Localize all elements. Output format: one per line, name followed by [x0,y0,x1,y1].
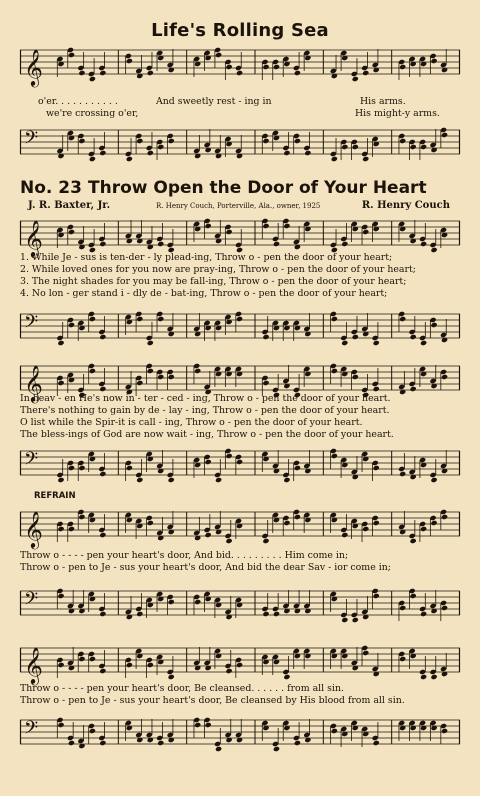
note-head [399,64,406,70]
note-head [57,526,64,532]
note-head [168,674,175,680]
note-head [99,70,106,76]
note-head [136,138,143,144]
treble-clef-icon: 𝄞 [24,646,43,684]
note-head [57,340,64,346]
note-head [68,526,75,532]
note-head [57,380,64,386]
note-head [57,722,64,728]
note-head [331,156,338,162]
note-head [399,656,406,662]
note-head [89,316,96,322]
note-head [225,64,232,70]
note-head [441,374,448,380]
note-head [99,386,106,392]
note-head [373,340,380,346]
bass-clef-icon: 𝄢 [24,589,39,614]
note-head [331,453,338,459]
note-head [205,722,212,728]
note-head [273,241,280,247]
note-head [205,532,212,538]
note-head [410,386,417,392]
note-head [168,138,175,144]
note-head [262,611,269,617]
note-head [126,58,133,64]
verse-1a: 1. While Je - sus is ten-der - ly plead-ing, Throw o - pen the door of your heart; [20,252,393,263]
credits-line [20,200,460,214]
note-head [215,746,222,752]
note-head [194,368,201,374]
note-head [157,241,164,247]
verse-4a: 4. No lon - ger stand i - dly de - bat-ing, Throw o - pen the door of your heart; [20,288,388,299]
note-head [205,223,212,229]
note-head [373,465,380,471]
note-head [57,593,64,599]
note-head [420,526,427,532]
note-head [399,471,406,477]
note-head [331,316,338,322]
note-head [99,740,106,746]
note-head [294,465,301,471]
note-head [78,656,85,662]
note-head [68,322,75,328]
note-head [273,611,280,617]
note-head [168,477,175,483]
note-head [99,532,106,538]
note-head [362,650,369,656]
note-head [273,746,280,752]
note-head [99,611,106,617]
note-head [126,465,133,471]
note-head [68,740,75,746]
note-head [262,538,269,544]
note-head [136,316,143,322]
note-head [157,374,164,380]
note-head [341,532,348,538]
note-head [410,538,417,544]
refrain-b-line2: Throw o - pen to Je - sus your heart's door, Be cleansed by His blood from all sin. [20,695,405,706]
note-head [136,380,143,386]
note-head [68,465,75,471]
upper-hymn-title: Life's Rolling Sea [151,20,329,41]
note-head [294,138,301,144]
verses-part-a [20,252,460,300]
note-head [441,514,448,520]
note-head [304,150,311,156]
note-head [420,340,427,346]
note-head [341,144,348,150]
hymn-number: No. 23 [20,178,82,198]
treble-clef-icon: 𝄞 [24,48,43,86]
note-head [420,241,427,247]
note-head [57,477,64,483]
note-head [236,459,243,465]
treble-clef-icon: 𝄞 [24,510,43,548]
note-head [99,668,106,674]
note-head [205,459,212,465]
note-head [352,76,359,82]
note-head [99,334,106,340]
note-head [168,599,175,605]
note-head [283,223,290,229]
refrain-a-line2: Throw o - pen to Je - sus your heart's door, And bid the dear Sav - ior come in; [20,562,391,573]
note-head [147,520,154,526]
system4-treble-staff [20,642,460,682]
verse-2b: There's nothing to gain by de - lay - ing, Throw o - pen the door of your heart. [20,405,390,416]
note-head [441,728,448,734]
note-head [430,674,437,680]
note-head [126,662,133,668]
upper-lyric-2b: His might-y arms. [355,108,440,119]
note-head [399,138,406,144]
refrain-part-b [20,683,460,707]
verses-part-b [20,393,460,441]
note-head [157,316,164,322]
hymn-title: Throw Open the Door of Your Heart [88,178,427,198]
refrain-part-a [20,550,460,574]
note-head [430,520,437,526]
verse-3a: 3. The night shades for you may be fall-ing, Throw o - pen the door of your heart; [20,276,407,287]
note-head [215,52,222,58]
bass-clef-icon: 𝄢 [24,718,39,743]
note-head [168,374,175,380]
system4-bass-staff [20,714,460,754]
note-head [362,229,369,235]
treble-clef-icon: 𝄞 [24,219,43,257]
note-head [147,150,154,156]
note-head [68,52,75,58]
verse-2a: 2. While loved ones for you now are pray-ing, Throw o - pen the door of your heart; [20,264,416,275]
note-head [341,241,348,247]
note-head [273,64,280,70]
note-head [225,453,232,459]
note-head [262,64,269,70]
note-head [420,611,427,617]
refrain-b-line1: Throw o - - - - pen your heart's door, Be cleansed. . . . . . from all sin. [20,683,344,694]
upper-lyric-1b: And sweetly rest - ing in [156,96,272,107]
note-head [410,593,417,599]
note-head [262,380,269,386]
note-head [294,70,301,76]
note-head [157,740,164,746]
note-head [352,374,359,380]
note-head [399,605,406,611]
system3-bass-staff [20,585,460,625]
note-head [215,477,222,483]
note-head [89,368,96,374]
note-head [441,605,448,611]
note-head [89,76,96,82]
hymn-heading [20,178,460,198]
note-head [410,334,417,340]
note-head [147,70,154,76]
note-head [157,144,164,150]
note-head [262,138,269,144]
note-head [373,386,380,392]
note-head [399,316,406,322]
note-head [89,728,96,734]
note-head [136,611,143,617]
upper-lyric-2a: we're crossing o'er, [46,108,139,119]
copyright-note: R. Henry Couch, Porterville, Ala., owner, 1925 [156,202,321,210]
note-head [194,599,201,605]
note-head [78,514,85,520]
treble-clef-icon: 𝄞 [24,364,43,402]
note-head [126,156,133,162]
note-head [294,740,301,746]
bass-clef-icon: 𝄢 [24,449,39,474]
note-head [362,156,369,162]
upper-bass-staff [20,124,460,164]
note-head [420,144,427,150]
note-head [89,656,96,662]
note-head [441,132,448,138]
note-head [430,477,437,483]
note-head [225,229,232,235]
note-head [99,150,106,156]
note-head [262,223,269,229]
upper-treble-staff [20,44,460,84]
note-head [147,340,154,346]
note-head [341,617,348,623]
note-head [236,316,243,322]
note-head [262,334,269,340]
note-head [331,728,338,734]
note-head [430,58,437,64]
verse-3b: O list while the Spir-it is call - ing, Throw o - pen the door of your heart. [20,417,363,428]
note-head [236,662,243,668]
note-head [420,674,427,680]
note-head [362,526,369,532]
note-head [352,617,359,623]
note-head [99,471,106,477]
note-head [78,138,85,144]
note-head [78,465,85,471]
note-head [194,722,201,728]
note-head [341,340,348,346]
note-head [99,241,106,247]
note-head [373,520,380,526]
refrain-label: REFRAIN [34,491,76,501]
note-head [373,593,380,599]
note-head [362,70,369,76]
note-head [68,229,75,235]
note-head [236,70,243,76]
note-head [283,477,290,483]
note-head [352,334,359,340]
note-head [373,740,380,746]
note-head [147,662,154,668]
note-head [147,368,154,374]
note-head [294,514,301,520]
verse-1b: In heav - en He's now in - ter - ced - ing, Throw o - pen the door of your heart. [20,393,391,404]
composer: R. Henry Couch [361,200,450,211]
note-head [225,538,232,544]
system1-treble-staff [20,215,460,255]
note-head [283,150,290,156]
note-head [78,70,85,76]
system1-bass-staff [20,308,460,348]
system3-treble-staff [20,506,460,546]
note-head [283,520,290,526]
note-head [57,662,64,668]
bass-clef-icon: 𝄢 [24,128,39,153]
note-head [352,144,359,150]
lyricist: J. R. Baxter, Jr. [28,200,111,211]
system2-bass-staff [20,445,460,485]
note-head [136,477,143,483]
verse-4b: The bless-ings of God are now wait - ing, Throw o - pen the door of your heart. [20,429,394,440]
upper-lyric-1c: His arms. [360,96,406,107]
bass-clef-icon: 𝄢 [24,312,39,337]
note-head [331,368,338,374]
note-head [430,322,437,328]
note-head [410,144,417,150]
note-head [89,156,96,162]
note-head [283,674,290,680]
refrain-a-line1: Throw o - - - - pen your heart's door, And bid. . . . . . . . . Him come in; [20,550,349,561]
upper-lyric-1a: o'er. . . . . . . . . . . [38,96,118,107]
note-head [225,668,232,674]
